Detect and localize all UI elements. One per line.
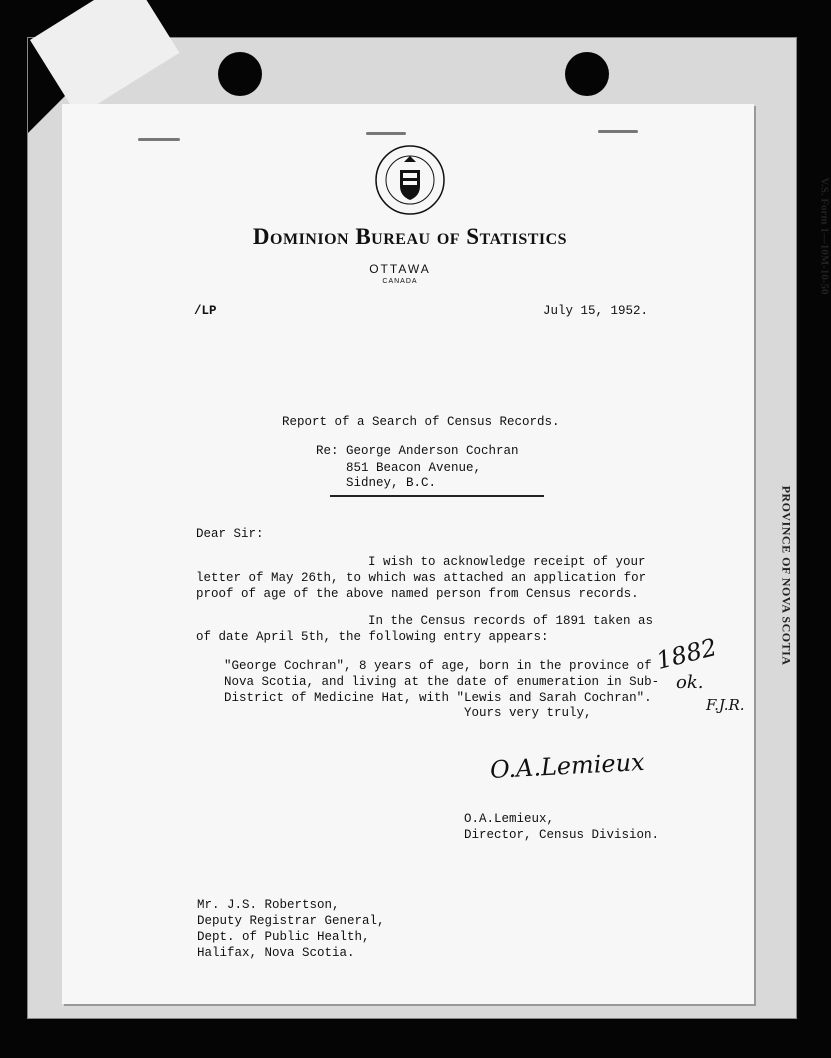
- bureau-name: Dominion Bureau of Statistics: [252, 224, 568, 249]
- salutation: Dear Sir:: [196, 527, 264, 541]
- subject-name: Re: George Anderson Cochran: [316, 444, 519, 458]
- handwritten-ok: ok.: [676, 672, 704, 693]
- signer-title: Director, Census Division.: [464, 828, 660, 842]
- body-line: of date April 5th, the following entry appears:: [196, 630, 549, 644]
- country-label: CANADA: [382, 278, 418, 285]
- signature: O.A.Lemieux: [489, 747, 646, 785]
- recipient-line: Dept. of Public Health,: [197, 930, 370, 944]
- staple-left: [138, 138, 180, 141]
- city-label: OTTAWA: [369, 262, 431, 276]
- recipient-line: Mr. J.S. Robertson,: [197, 898, 340, 912]
- handwritten-year: 1882: [653, 633, 720, 675]
- punch-hole-left: [218, 52, 262, 96]
- letter-date: July 15, 1952.: [543, 304, 649, 318]
- signer-name: O.A.Lemieux,: [464, 812, 555, 826]
- reference-code: /LP: [194, 304, 217, 318]
- staple-right: [598, 130, 638, 133]
- province-label: PROVINCE OF NOVA SCOTIA: [779, 485, 794, 666]
- subject-city: Sidney, B.C.: [346, 476, 437, 490]
- quote-line: "George Cochran", 8 years of age, born in the province of: [224, 659, 652, 673]
- subject-title: Report of a Search of Census Records.: [282, 415, 560, 429]
- subject-underline: [330, 495, 544, 497]
- body-line: In the Census records of 1891 taken as: [368, 614, 654, 628]
- closing: Yours very truly,: [464, 706, 592, 720]
- quote-line: Nova Scotia, and living at the date of enumeration in Sub-: [224, 675, 660, 689]
- staple-middle: [366, 132, 406, 135]
- recipient-line: Deputy Registrar General,: [197, 914, 385, 928]
- recipient-line: Halifax, Nova Scotia.: [197, 946, 355, 960]
- body-line: letter of May 26th, to which was attached an application for: [196, 571, 647, 585]
- body-line: proof of age of the above named person from Census records.: [196, 587, 639, 601]
- punch-hole-right: [565, 52, 609, 96]
- subject-address: 851 Beacon Avenue,: [346, 461, 482, 475]
- handwritten-initials: F.J.R.: [706, 696, 745, 714]
- body-line: I wish to acknowledge receipt of your: [368, 555, 646, 569]
- canada-crest-icon: [374, 144, 446, 216]
- quote-line: District of Medicine Hat, with "Lewis and Sarah Cochran".: [224, 691, 652, 705]
- form-number-label: V.S. Form 1—10M-10-50: [818, 177, 831, 295]
